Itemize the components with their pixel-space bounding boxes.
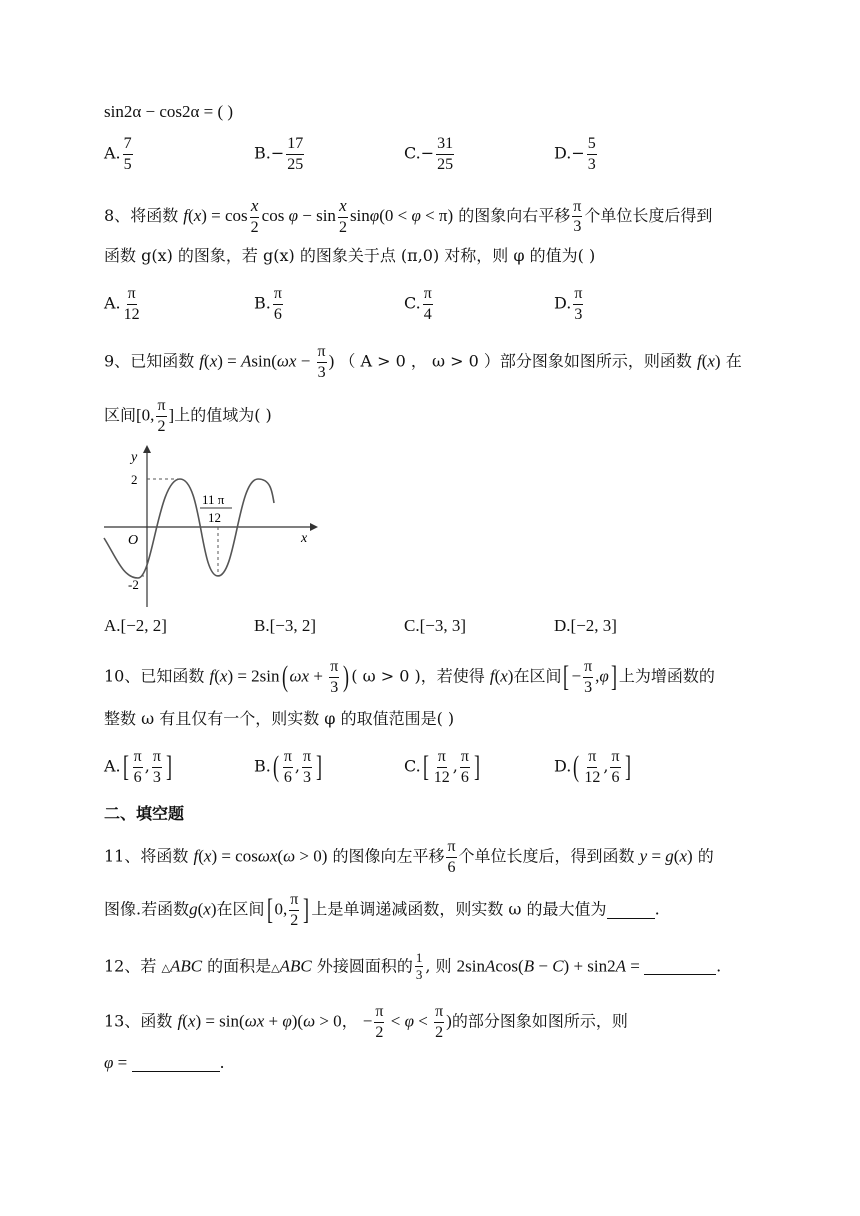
q13-answer-blank[interactable] [132, 1055, 220, 1072]
q11-stem-line2: 图像.若函数g(x)在区间[ 0, $\frac{\pi}{2}$ ] 上是单调递减函数，则实数 ω 的最大值为 . [104, 891, 660, 929]
q11-stem-line1: 11、将函数 f(x) = cosωx(ω > 0) 的图像向左平移 $\frac{\pi}{6}$ 个单位长度后，得到函数 y = g(x) 的 [104, 838, 714, 876]
q7-option-c[interactable]: C.− $\frac{31}{25}$ [404, 135, 454, 173]
q9-stem-line1: 9、已知函数 f(x) = Asin(ωx − $\frac{\pi}{3}$ ) （ A > 0 ， ω > 0 ）部分图象如图所示，则函数 f(x) 在 [104, 343, 742, 381]
q11-answer-blank[interactable] [607, 902, 655, 919]
q9-graph [98, 445, 318, 610]
q9-option-a[interactable]: A.[−2, 2] [104, 616, 167, 635]
q12-answer-blank[interactable] [644, 958, 716, 975]
q7-option-a[interactable]: A. $\frac{7}{5}$ [104, 135, 132, 173]
q10-stem-line1: 10、已知函数 f(x) = 2sin( ωx + $\frac{\pi}{3}$ ) ( ω > 0 )，若使得 f(x)在区间[ − $\frac{\pi}{3}$ ,φ] 上为增函数的 [104, 658, 715, 696]
q9-stem-line2: 区间[0, $\frac{\pi}{2}$ ]上的值域为( ) [104, 397, 272, 435]
q10-option-d[interactable]: D.( $\frac{\pi}{12}$ , $\frac{\pi}{6}$ ] [554, 748, 631, 786]
q10-stem-line2: 整数 ω 有且仅有一个，则实数 φ 的取值范围是( ) [104, 709, 455, 728]
q7-option-d[interactable]: D.− $\frac{5}{3}$ [554, 135, 596, 173]
q10-option-b[interactable]: B.( $\frac{\pi}{6}$ , $\frac{\pi}{3}$ ] [254, 748, 323, 786]
origin-label: O [128, 533, 139, 548]
section-heading: 二、填空题 [104, 804, 185, 823]
q13-stem-line1: 13、函数 f(x) = sin(ωx + φ)(ω > 0， − $\frac{\pi}{2}$ < φ < $\frac{\pi}{2}$ )的部分图象如图所示，则 [104, 1003, 628, 1041]
q9-option-c[interactable]: C.[−3, 3] [404, 616, 467, 635]
x-axis-label: x [301, 531, 308, 546]
annot-denominator: 12 [208, 510, 221, 525]
y-axis-label: y [131, 450, 138, 465]
y-min-label: -2 [128, 577, 139, 592]
q8-option-a[interactable]: A. $\frac{\pi}{12}$ [104, 285, 140, 323]
y-max-label: 2 [131, 472, 138, 487]
q13-stem-line2: φ = . [104, 1053, 225, 1072]
y-axis-arrow-icon [143, 445, 151, 453]
q8-option-b[interactable]: B. $\frac{\pi}{6}$ [254, 285, 282, 323]
q12-stem: 12、若 △ABC 的面积是△ABC 外接圆面积的 $\frac{1}{3}$ , 则 2sinAcos(B − C) + sin2A = . [104, 950, 722, 983]
q7-stem-tail: sin2α − cos2α = ( ) [104, 102, 234, 121]
q10-option-c[interactable]: C.[ $\frac{\pi}{12}$ , $\frac{\pi}{6}$ ] [404, 748, 480, 786]
q8-option-d[interactable]: D. $\frac{\pi}{3}$ [554, 285, 583, 323]
q9-option-d[interactable]: D.[−2, 3] [554, 616, 617, 635]
q8-stem-line1: 8、将函数 f(x) = cos $\frac{x}{2}$ cos φ − sin $\frac{x}{2}$ sinφ(0 < φ < π) 的图象向右平移 $\frac{\pi}{3}$ 个单位长度后得到 [104, 196, 713, 236]
q8-option-c[interactable]: C. $\frac{\pi}{4}$ [404, 285, 432, 323]
annot-numerator: 11 π [202, 492, 225, 507]
q7-option-b[interactable]: B.− $\frac{17}{25}$ [254, 135, 304, 173]
q10-option-a[interactable]: A.[ $\frac{\pi}{6}$ , $\frac{\pi}{3}$ ] [104, 748, 172, 786]
q9-option-b[interactable]: B.[−3, 2] [254, 616, 317, 635]
q8-stem-line2: 函数 g(x) 的图象，若 g(x) 的图象关于点 (π,0) 对称，则 φ 的值为( ) [104, 246, 596, 265]
x-axis-arrow-icon [310, 523, 318, 531]
sine-curve [104, 479, 274, 578]
